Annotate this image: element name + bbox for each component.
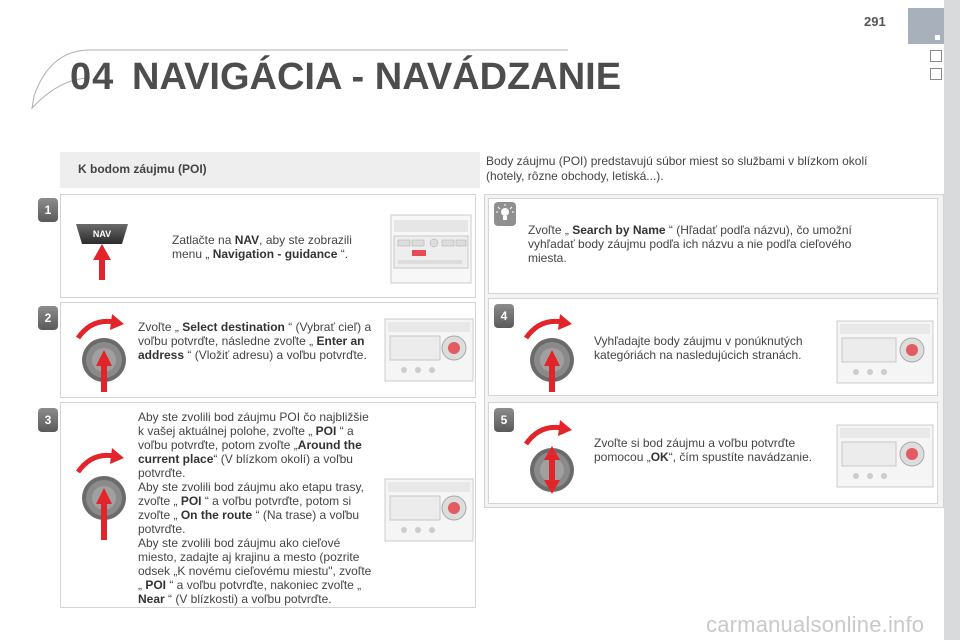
- chapter-number: 04: [70, 56, 115, 98]
- rotary-knob-icon: [520, 308, 582, 392]
- page-corner-tab: [908, 8, 944, 44]
- step-4-text: Vyhľadajte body záujmu v ponúknutých kategóriách na nasledujúcich stranách.: [594, 334, 803, 362]
- lightbulb-icon: [494, 202, 516, 226]
- step-3-badge: 3: [38, 408, 58, 432]
- radio-panel-image: [384, 478, 474, 542]
- radio-panel-image: [384, 318, 474, 382]
- step-1-badge: 1: [38, 198, 58, 222]
- nav-button-icon: [72, 218, 132, 280]
- rotary-knob-icon: [72, 432, 134, 540]
- rotary-knob-icon: [520, 414, 582, 504]
- side-square-icon: [930, 68, 942, 80]
- step-5-badge: 5: [494, 408, 514, 432]
- step-2-badge: 2: [38, 306, 58, 330]
- page-number: 291: [864, 14, 886, 29]
- radio-panel-image: [836, 424, 934, 488]
- page-title: NAVIGÁCIA - NAVÁDZANIE: [132, 56, 622, 98]
- step-2-text: Zvoľte „ Select destination “ (Vybrať cieľ) a voľbu potvrďte, následne zvoľte „ Enter an address “ (Vložiť adresu) a voľbu potvrďte.: [138, 320, 372, 362]
- radio-panel-image: [390, 214, 472, 284]
- step-1-text: Zatlačte na NAV, aby ste zobrazili menu „ Navigation - guidance “.: [172, 233, 352, 261]
- side-square-icon: [930, 50, 942, 62]
- section-intro: Body záujmu (POI) predstavujú súbor miest so službami v blízkom okolí (hotely, rôzne obchody, letiská...).: [486, 154, 868, 183]
- section-heading: K bodom záujmu (POI): [78, 162, 207, 176]
- step-5-text: Zvoľte si bod záujmu a voľbu potvrďte pomocou „OK“, čím spustíte navádzanie.: [594, 436, 813, 464]
- side-band: [944, 0, 960, 640]
- step-3-text: Aby ste zvolili bod záujmu POI čo najbližšie k vašej aktuálnej polohe, zvoľte „ POI “ a voľbu potvrďte, potom zvoľte „Around the current place“ (V blízkom okolí) a voľbu potvrďte. Aby ste zvolili bod záujmu ako etapu trasy, zvoľte „ POI “ a voľbu potvrďte, potom si zvoľte „ On the route “ (Na trase) a voľbu potvrďte. Aby ste zvolili bod záujmu ako cieľové miesto, zadajte aj krajinu a mesto (pozrite odsek „K novému cieľovému miestu", zvoľte „ POI “ a voľbu potvrďte, nakoniec zvoľte „ Near “ (V blízkosti) a voľbu potvrďte.: [138, 410, 372, 606]
- rotary-knob-icon: [72, 308, 134, 392]
- step-4-badge: 4: [494, 304, 514, 328]
- watermark: carmanualsonline.info: [706, 612, 925, 637]
- radio-panel-image: [836, 320, 934, 384]
- search-by-name-text: Zvoľte „ Search by Name “ (Hľadať podľa názvu), čo umožní vyhľadať body záujmu podľa ich názvu a nie podľa cieľového miesta.: [528, 223, 852, 265]
- nav-button-label: NAV: [92, 229, 112, 239]
